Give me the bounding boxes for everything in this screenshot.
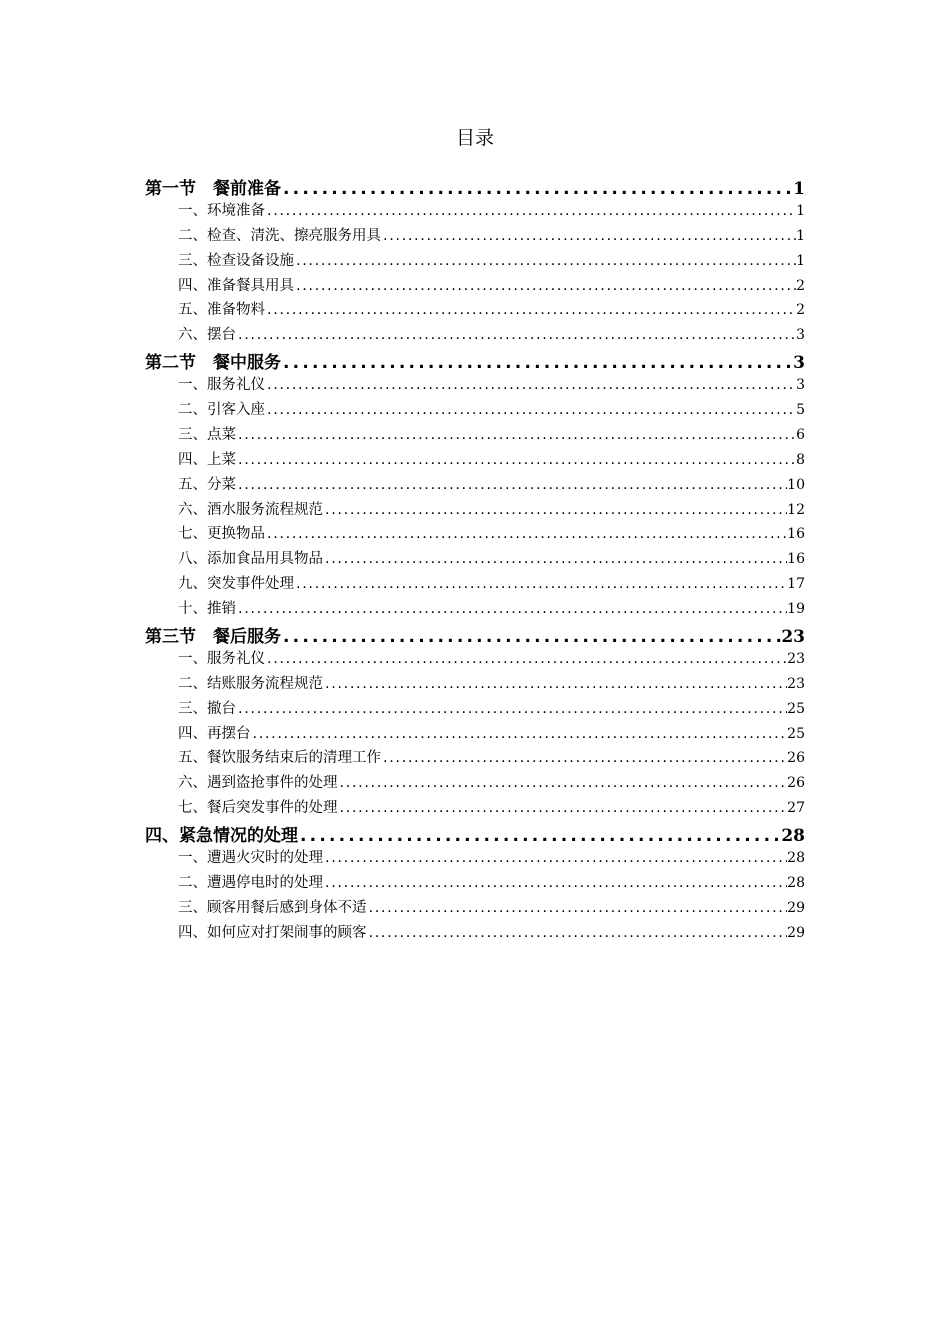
toc-entry-text: 六、遇到盗抢事件的处理: [178, 775, 338, 792]
toc-page-number: 23: [787, 675, 805, 692]
toc-dot-leader: [294, 253, 796, 269]
toc-subsection-entry[interactable]: [145, 398, 805, 423]
toc-dot-leader: [236, 477, 787, 493]
toc-page-number: 1: [796, 227, 805, 244]
toc-dot-leader: [367, 925, 788, 941]
toc-entry-text: 第二节 餐中服务: [145, 353, 281, 374]
toc-subsection-entry[interactable]: [145, 921, 805, 946]
toc-section-entry[interactable]: [145, 622, 805, 647]
toc-page-number: 5: [796, 402, 805, 419]
toc-page-number: 12: [787, 501, 805, 518]
toc-dot-leader: [265, 302, 796, 318]
toc-page-number: 28: [787, 850, 805, 867]
toc-subsection-entry[interactable]: [145, 697, 805, 722]
toc-subsection-entry[interactable]: [145, 722, 805, 747]
toc-page-number: 28: [787, 874, 805, 891]
toc-entry-text: 一、服务礼仪: [178, 377, 265, 394]
toc-page-number: 8: [796, 451, 805, 468]
toc-page-number: 29: [787, 899, 805, 916]
toc-page-number: 23: [787, 650, 805, 667]
toc-page-number: 26: [787, 775, 805, 792]
toc-dot-leader: [338, 775, 788, 791]
toc-dot-leader: [265, 526, 787, 542]
toc-subsection-entry[interactable]: [145, 298, 805, 323]
toc-subsection-entry[interactable]: [145, 572, 805, 597]
toc-dot-leader: [338, 800, 788, 816]
toc-dot-leader: [294, 576, 787, 592]
toc-dot-leader: [236, 452, 796, 468]
toc-page-number: 6: [796, 426, 805, 443]
toc-dot-leader: [236, 427, 796, 443]
toc-entry-text: 五、餐饮服务结束后的清理工作: [178, 750, 381, 767]
toc-subsection-entry[interactable]: [145, 597, 805, 622]
toc-entry-text: 一、服务礼仪: [178, 650, 265, 667]
toc-subsection-entry[interactable]: [145, 199, 805, 224]
toc-subsection-entry[interactable]: [145, 547, 805, 572]
toc-subsection-entry[interactable]: [145, 672, 805, 697]
toc-page-number: 19: [787, 601, 805, 618]
toc-section-entry[interactable]: [145, 821, 805, 846]
toc-dot-leader: [323, 676, 787, 692]
toc-subsection-entry[interactable]: [145, 323, 805, 348]
toc-subsection-entry[interactable]: [145, 473, 805, 498]
toc-entry-text: 二、遭遇停电时的处理: [178, 874, 323, 891]
toc-subsection-entry[interactable]: [145, 498, 805, 523]
toc-entry-text: 四、准备餐具用具: [178, 277, 294, 294]
toc-page-number: 23: [781, 627, 805, 647]
toc-dot-leader: [323, 551, 787, 567]
toc-page-number: 1: [796, 252, 805, 269]
toc-entry-text: 第三节 餐后服务: [145, 627, 281, 647]
toc-page-number: 2: [796, 277, 805, 294]
toc-entry-text: 八、添加食品用具物品: [178, 551, 323, 568]
toc-dot-leader: [265, 377, 796, 393]
toc-dot-leader: [265, 402, 796, 418]
toc-entry-text: 七、更换物品: [178, 526, 265, 543]
toc-entry-text: 一、遭遇火灾时的处理: [178, 850, 323, 867]
toc-dot-leader: [236, 701, 787, 717]
toc-title: 目录: [455, 127, 494, 149]
toc-subsection-entry[interactable]: [145, 249, 805, 274]
toc-entry-text: 第一节 餐前准备: [145, 179, 281, 199]
toc-dot-leader: [323, 850, 787, 866]
toc-entry-text: 九、突发事件处理: [178, 576, 294, 593]
toc-page-number: 26: [787, 750, 805, 767]
toc-entry-text: 十、推销: [178, 601, 236, 618]
toc-dot-leader: [236, 601, 787, 617]
toc-subsection-entry[interactable]: [145, 448, 805, 473]
toc-entry-text: 一、环境准备: [178, 202, 265, 219]
toc-entry-text: 四、紧急情况的处理: [145, 826, 298, 847]
toc-entry-text: 六、酒水服务流程规范: [178, 501, 323, 518]
toc-dot-leader: [236, 327, 796, 343]
toc-dot-leader: [281, 627, 781, 647]
toc-entry-text: 三、检查设备设施: [178, 252, 294, 269]
toc-section-entry[interactable]: [145, 348, 805, 373]
toc-page-number: 16: [787, 526, 805, 543]
toc-page-number: 28: [781, 826, 805, 847]
toc-page-number: 27: [787, 800, 805, 817]
toc-entry-text: 二、检查、清洗、擦亮服务用具: [178, 227, 381, 244]
toc-page-number: 10: [787, 476, 805, 493]
toc-page-number: 1: [796, 202, 805, 219]
toc-entry-text: 三、顾客用餐后感到身体不适: [178, 899, 367, 916]
toc-subsection-entry[interactable]: [145, 746, 805, 771]
toc-subsection-entry[interactable]: [145, 846, 805, 871]
toc-subsection-entry[interactable]: [145, 896, 805, 921]
toc-dot-leader: [381, 228, 796, 244]
toc-entry-text: 六、摆台: [178, 327, 236, 344]
toc-dot-leader: [381, 750, 787, 766]
toc-subsection-entry[interactable]: [145, 647, 805, 672]
toc-subsection-entry[interactable]: [145, 771, 805, 796]
toc-page-number: 3: [796, 327, 805, 344]
toc-page-number: 29: [787, 924, 805, 941]
toc-entry-text: 四、上菜: [178, 451, 236, 468]
toc-entry-text: 七、餐后突发事件的处理: [178, 800, 338, 817]
toc-entry-text: 四、如何应对打架闹事的顾客: [178, 924, 367, 941]
toc-subsection-entry[interactable]: [145, 274, 805, 299]
toc-entry-text: 四、再摆台: [178, 725, 251, 742]
toc-entry-text: 五、分菜: [178, 476, 236, 493]
toc-dot-leader: [265, 651, 787, 667]
toc-page-number: 3: [793, 353, 805, 374]
toc-dot-leader: [294, 278, 796, 294]
toc-dot-leader: [298, 826, 781, 846]
toc-dot-leader: [323, 875, 787, 891]
toc-subsection-entry[interactable]: [145, 871, 805, 896]
toc-section-entry[interactable]: [145, 174, 805, 199]
toc-entry-text: 三、点菜: [178, 426, 236, 443]
toc-dot-leader: [265, 203, 796, 219]
toc-page-number: 25: [787, 725, 805, 742]
toc-dot-leader: [251, 726, 788, 742]
toc-page-number: 1: [793, 179, 805, 199]
toc-entry-text: 二、引客入座: [178, 402, 265, 419]
toc-page-number: 17: [787, 576, 805, 593]
toc-page-number: 16: [787, 551, 805, 568]
toc-subsection-entry[interactable]: [145, 373, 805, 398]
toc-entry-text: 三、撤台: [178, 700, 236, 717]
toc-dot-leader: [323, 502, 787, 518]
toc-dot-leader: [367, 900, 788, 916]
toc-entry-text: 五、准备物料: [178, 302, 265, 319]
toc-page-number: 3: [796, 377, 805, 394]
toc-page-number: 2: [796, 302, 805, 319]
toc-subsection-entry[interactable]: [145, 423, 805, 448]
toc-subsection-entry[interactable]: [145, 522, 805, 547]
toc-dot-leader: [281, 179, 793, 199]
toc-subsection-entry[interactable]: [145, 224, 805, 249]
toc-list: [145, 174, 805, 946]
toc-page-number: 25: [787, 700, 805, 717]
toc-dot-leader: [281, 353, 793, 373]
toc-subsection-entry[interactable]: [145, 796, 805, 821]
toc-entry-text: 二、结账服务流程规范: [178, 675, 323, 692]
